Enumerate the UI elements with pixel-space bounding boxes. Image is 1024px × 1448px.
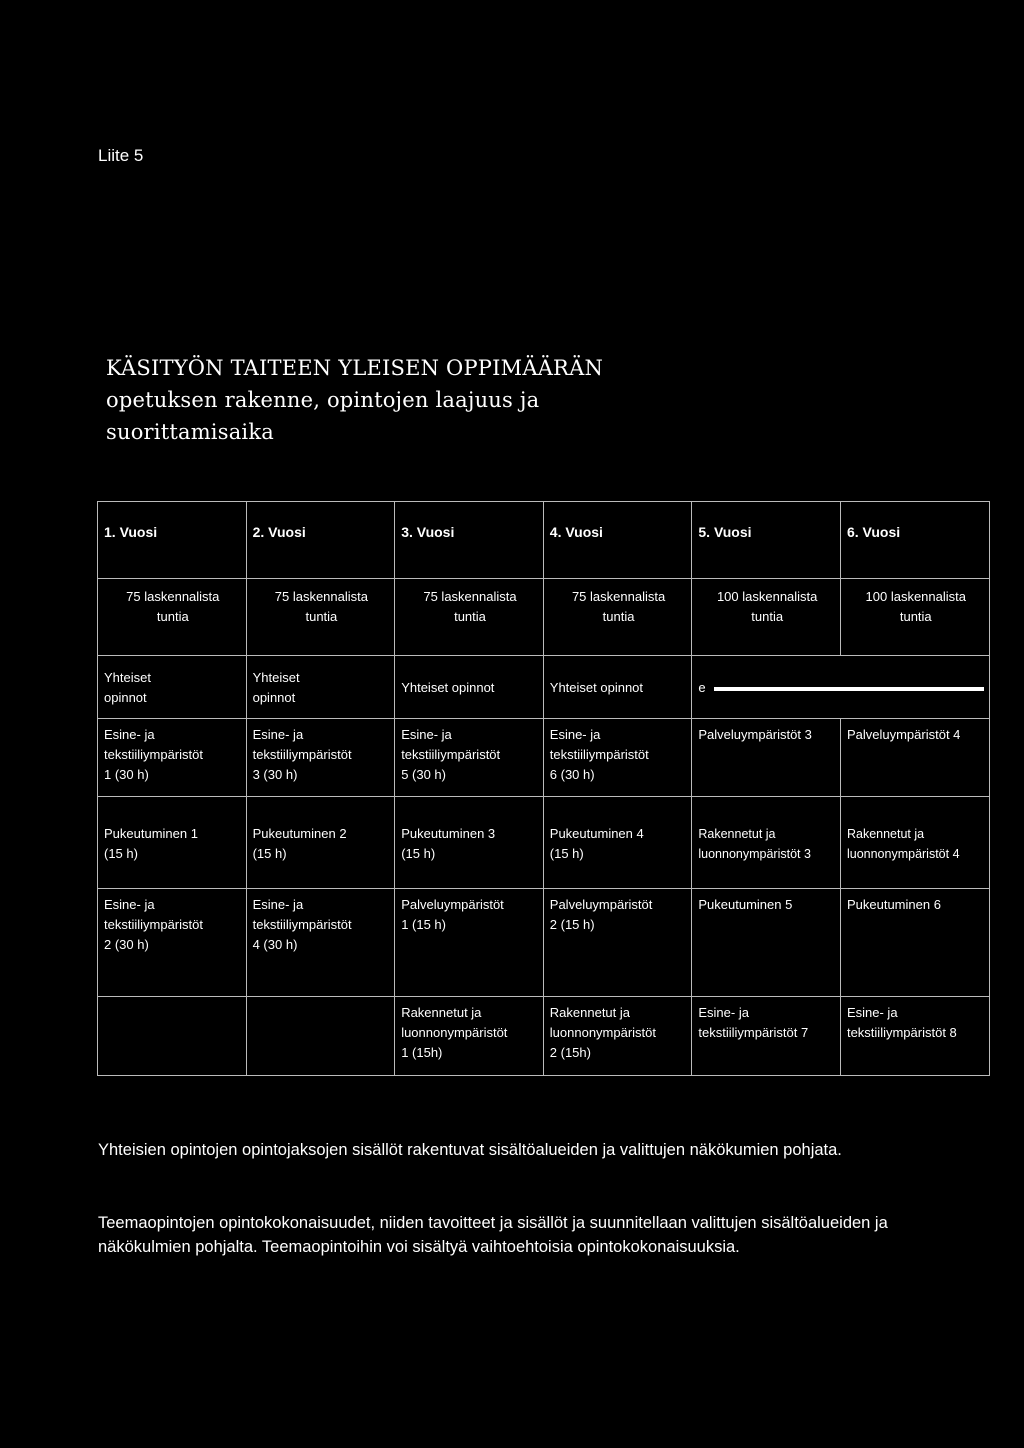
study-structure-table — [97, 501, 990, 1076]
course-cell: Pukeutuminen 6 — [840, 889, 989, 997]
course-cell: Esine- ja tekstiiliympäristöt 5 (30 h) — [395, 719, 544, 797]
course-cell: Esine- ja tekstiiliympäristöt 1 (30 h) — [98, 719, 247, 797]
year-header: 4. Vuosi — [543, 502, 692, 579]
redacted-cell: e — [692, 656, 989, 719]
course-row — [98, 719, 990, 797]
hours-cell: 100 laskennalista tuntia — [692, 579, 841, 656]
empty-cell — [98, 997, 247, 1076]
course-cell: Palveluympäristöt 3 — [692, 719, 841, 797]
common-studies-cell: Yhteiset opinnot — [395, 656, 544, 719]
course-cell: Pukeutuminen 4 (15 h) — [543, 797, 692, 889]
document-title — [106, 352, 706, 448]
year-header-row — [98, 502, 990, 579]
course-cell: Esine- ja tekstiiliympäristöt 4 (30 h) — [246, 889, 395, 997]
course-cell: Rakennetut ja luonnonympäristöt 2 (15h) — [543, 997, 692, 1076]
course-row — [98, 889, 990, 997]
paragraph-common-studies: Yhteisien opintojen opintojaksojen sisällöt rakentuvat sisältöalueiden ja valittujen näkökumien pohjata. — [98, 1141, 842, 1159]
course-cell: Pukeutuminen 3 (15 h) — [395, 797, 544, 889]
year-header: 2. Vuosi — [246, 502, 395, 579]
redaction-bar — [714, 687, 984, 691]
course-cell: Palveluympäristöt 4 — [840, 719, 989, 797]
common-studies-cell: Yhteiset opinnot — [98, 656, 247, 719]
year-header: 3. Vuosi — [395, 502, 544, 579]
course-row — [98, 997, 990, 1076]
title-line-2: opetuksen rakenne, opintojen laajuus ja — [106, 388, 540, 412]
hours-cell: 75 laskennalista tuntia — [98, 579, 247, 656]
course-cell: Esine- ja tekstiiliympäristöt 3 (30 h) — [246, 719, 395, 797]
common-studies-row — [98, 656, 990, 719]
empty-cell — [246, 997, 395, 1076]
course-cell: Pukeutuminen 2 (15 h) — [246, 797, 395, 889]
course-cell: Rakennetut ja luonnonympäristöt 4 — [840, 797, 989, 889]
course-cell: Rakennetut ja luonnonympäristöt 3 — [692, 797, 841, 889]
hours-cell: 75 laskennalista tuntia — [246, 579, 395, 656]
page-label: Liite 5 — [98, 146, 144, 165]
title-line-1: KÄSITYÖN TAITEEN YLEISEN OPPIMÄÄRÄN — [106, 356, 604, 380]
course-cell: Esine- ja tekstiiliympäristöt 7 — [692, 997, 841, 1076]
course-cell: Esine- ja tekstiiliympäristöt 2 (30 h) — [98, 889, 247, 997]
year-header: 6. Vuosi — [840, 502, 989, 579]
paragraph-theme-studies: Teemaopintojen opintokokonaisuudet, niiden tavoitteet ja sisällöt ja suunnitellaan valittujen sisältöalueiden ja näkökulmien pohjalta. Teemaopintoihin voi sisältyä vaihtoehtoisia opintokokonaisuuksia. — [98, 1214, 888, 1256]
course-cell: Pukeutuminen 1 (15 h) — [98, 797, 247, 889]
course-cell: Esine- ja tekstiiliympäristöt 8 — [840, 997, 989, 1076]
hours-cell: 100 laskennalista tuntia — [840, 579, 989, 656]
course-cell: Palveluympäristöt 2 (15 h) — [543, 889, 692, 997]
course-cell: Rakennetut ja luonnonympäristöt 1 (15h) — [395, 997, 544, 1076]
title-line-3: suorittamisaika — [106, 420, 274, 444]
year-header: 1. Vuosi — [98, 502, 247, 579]
course-row — [98, 797, 990, 889]
hours-cell: 75 laskennalista tuntia — [543, 579, 692, 656]
course-cell: Esine- ja tekstiiliympäristöt 6 (30 h) — [543, 719, 692, 797]
hours-row — [98, 579, 990, 656]
year-header: 5. Vuosi — [692, 502, 841, 579]
course-cell: Palveluympäristöt 1 (15 h) — [395, 889, 544, 997]
common-studies-cell: Yhteiset opinnot — [246, 656, 395, 719]
hours-cell: 75 laskennalista tuntia — [395, 579, 544, 656]
common-studies-cell: Yhteiset opinnot — [543, 656, 692, 719]
course-cell: Pukeutuminen 5 — [692, 889, 841, 997]
